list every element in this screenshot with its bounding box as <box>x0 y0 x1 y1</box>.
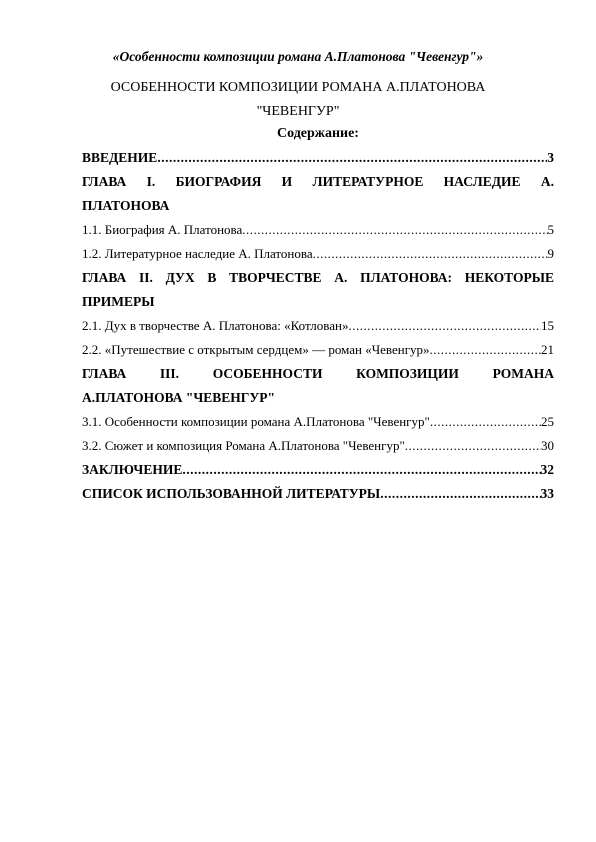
toc-leader <box>380 482 540 506</box>
toc-references-label: СПИСОК ИСПОЛЬЗОВАННОЙ ЛИТЕРАТУРЫ <box>82 486 381 501</box>
toc-conclusion-page: 32 <box>540 462 554 477</box>
toc-chapter-2-line1: ГЛАВА II. ДУХ В ТВОРЧЕСТВЕ А. ПЛАТОНОВА: НЕКОТОРЫЕ <box>82 270 554 285</box>
toc-leader <box>430 410 541 434</box>
toc-chapter-1-line1: ГЛАВА I. БИОГРАФИЯ И ЛИТЕРАТУРНОЕ НАСЛЕДИЕ А. <box>82 174 554 189</box>
toc-chapter-1-line2: ПЛАТОНОВА <box>82 198 170 213</box>
toc-item-2-1-page: 15 <box>541 318 554 333</box>
toc-references-page: 33 <box>540 486 554 501</box>
toc-chapter-2-line2: ПРИМЕРЫ <box>82 294 155 309</box>
toc-chapter-2 <box>82 266 554 314</box>
italic-title: «Особенности композиции романа А.Платонова "Чевенгур"» <box>112 49 484 64</box>
toc-item-3-1-page: 25 <box>541 414 554 429</box>
toc-leader <box>348 314 541 338</box>
toc-item-2-2 <box>82 338 554 362</box>
contents-heading: Содержание: <box>277 126 359 141</box>
main-title-line2: "ЧЕВЕНГУР" <box>256 104 340 119</box>
toc-chapter-1 <box>82 170 554 218</box>
toc-leader <box>242 218 547 242</box>
toc-item-1-2 <box>82 242 554 266</box>
toc-item-1-1-page: 5 <box>547 222 554 237</box>
toc-item-1-1-label: 1.1. Биография А. Платонова <box>82 222 243 237</box>
toc-leader <box>405 434 541 458</box>
toc-item-2-2-page: 21 <box>541 342 554 357</box>
main-title <box>60 76 536 124</box>
table-of-contents <box>82 146 554 506</box>
toc-item-1-2-page: 9 <box>547 246 554 261</box>
toc-leader <box>430 338 541 362</box>
toc-chapter-3-line1: ГЛАВА III. ОСОБЕННОСТИ КОМПОЗИЦИИ РОМАНА <box>82 366 554 381</box>
toc-item-3-2-label: 3.2. Сюжет и композиция Романа А.Платонова "Чевенгур" <box>82 438 405 453</box>
toc-chapter-3-line2: А.ПЛАТОНОВА "ЧЕВЕНГУР" <box>82 390 276 405</box>
toc-conclusion-label: ЗАКЛЮЧЕНИЕ <box>82 462 183 477</box>
toc-references <box>82 482 554 506</box>
toc-item-2-2-label: 2.2. «Путешествие с открытым сердцем» — роман «Чевенгур» <box>82 342 430 357</box>
toc-item-3-1 <box>82 410 554 434</box>
toc-leader <box>157 146 547 170</box>
toc-intro-label: ВВЕДЕНИЕ <box>82 150 158 165</box>
toc-item-3-2-page: 30 <box>541 438 554 453</box>
toc-item-2-1 <box>82 314 554 338</box>
toc-item-1-1 <box>82 218 554 242</box>
toc-item-2-1-label: 2.1. Дух в творчестве А. Платонова: «Котлован» <box>82 318 349 333</box>
toc-leader <box>182 458 540 482</box>
toc-intro-page: 3 <box>547 150 554 165</box>
toc-chapter-3 <box>82 362 554 410</box>
toc-leader <box>313 242 548 266</box>
toc-item-1-2-label: 1.2. Литературное наследие А. Платонова <box>82 246 313 261</box>
toc-conclusion <box>82 458 554 482</box>
toc-intro <box>82 146 554 170</box>
toc-item-3-2 <box>82 434 554 458</box>
toc-item-3-1-label: 3.1. Особенности композиции романа А.Платонова "Чевенгур" <box>82 414 430 429</box>
main-title-line1: ОСОБЕННОСТИ КОМПОЗИЦИИ РОМАНА А.ПЛАТОНОВА <box>110 80 486 95</box>
